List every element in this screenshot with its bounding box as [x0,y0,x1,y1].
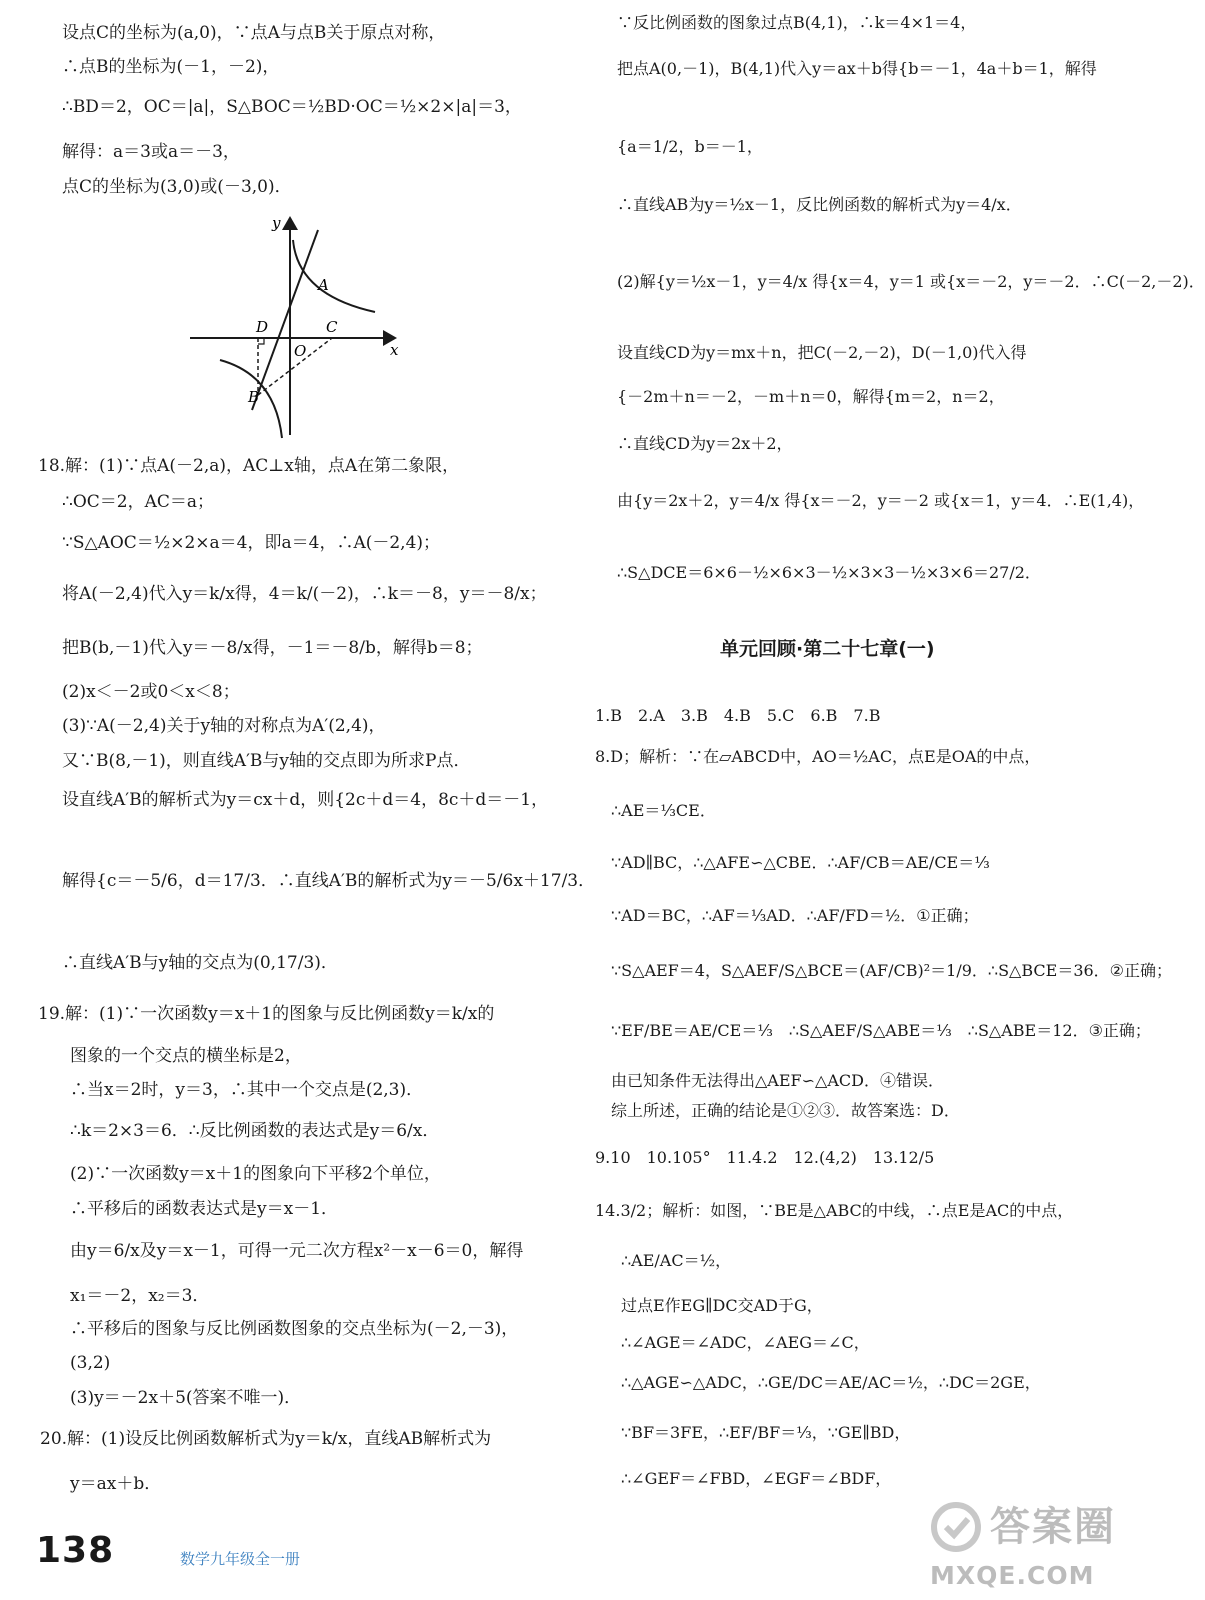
text-line: 19.解：(1)∵一次函数y＝x＋1的图象与反比例函数y＝k/x的 [38,1004,495,1024]
text-line: 将A(－2,4)代入y＝k/x得，4＝k/(－2)，∴k＝－8，y＝－8/x； [62,584,547,604]
text-line: 图象的一个交点的横坐标是2， [70,1046,302,1066]
text-line: x₁＝－2，x₂＝3． [70,1286,210,1306]
y-axis-label: y [272,214,281,232]
text-line: (3,2) [70,1353,111,1373]
text-line: ∴AE＝⅓CE． [611,801,716,820]
text-line: ∴△AGE∽△ADC，∴GE/DC＝AE/AC＝½，∴DC＝2GE， [621,1373,1041,1392]
text-line: (3)y＝－2x＋5(答案不唯一)． [70,1388,302,1408]
text-line: ∵BF＝3FE，∴EF/BF＝⅓，∵GE∥BD， [621,1423,911,1442]
text-line: 由{y＝2x＋2，y＝4/x 得{x＝－2，y＝－2 或{x＝1，y＝4．∴E(1,4)， [617,491,1145,510]
section-title: 单元回顾·第二十七章(一) [720,638,935,660]
text-line: (2)解{y＝½x－1，y＝4/x 得{x＝4，y＝1 或{x＝－2，y＝－2．∴C(－2,－2)． [617,272,1205,291]
text-line: 8.D；解析：∵在▱ABCD中，AO＝½AC，点E是OA的中点， [595,747,1041,766]
answer-line: 1.B 2.A 3.B 4.B 5.C 6.B 7.B [595,706,881,725]
text-line: ∴直线CD为y＝2x＋2， [617,434,793,453]
hyperbola-figure [190,210,405,440]
text-line: 点C的坐标为(3,0)或(－3,0)． [62,177,292,197]
text-line: ∵EF/BE＝AE/CE＝⅓ ∴S△AEF/S△ABE＝⅓ ∴S△ABE＝12．③正确； [611,1021,1151,1040]
watermark-url: MXQE.COM [930,1561,1095,1590]
text-line: y＝ax＋b． [70,1474,162,1494]
watermark-logo [930,1495,1135,1595]
text-line: 14.3/2；解析：如图，∵BE是△ABC的中线，∴点E是AC的中点， [595,1201,1074,1220]
text-line: 18.解：(1)∵点A(－2,a)，AC⊥x轴，点A在第二象限， [38,456,460,476]
text-line: ∴BD＝2，OC＝|a|，S△BOC＝½BD·OC＝½×2×|a|＝3， [62,97,522,117]
text-line: ∴OC＝2，AC＝a； [62,492,214,512]
text-line: {－2m＋n＝－2，－m＋n＝0，解得{m＝2，n＝2， [617,387,1005,406]
point-a-label: A [318,276,329,294]
text-line: ∴AE/AC＝½， [621,1251,732,1270]
watermark-text: 答案圈 [990,1504,1116,1550]
text-line: ∵AD∥BC，∴△AFE∽△CBE．∴AF/CB＝AE/CE＝⅓ [611,853,990,872]
book-title: 数学九年级全一册 [180,1550,301,1568]
point-c-label: C [326,318,338,336]
text-line: ∵S△AOC＝½×2×a＝4，即a＝4，∴A(－2,4)； [62,533,441,553]
text-line: 设点C的坐标为(a,0)，∵点A与点B关于原点对称， [62,23,446,43]
text-line: ∴S△DCE＝6×6－½×6×3－½×3×3－½×3×6＝27/2． [617,563,1041,582]
text-line: ∴点B的坐标为(－1，－2)， [62,57,280,77]
text-line: 解得{c＝－5/6，d＝17/3．∴直线A′B的解析式为y＝－5/6x＋17/3． [62,871,596,891]
point-b-label: B [248,388,260,406]
text-line: (2)x＜－2或0＜x＜8； [62,682,240,702]
text-line: 综上所述，正确的结论是①②③．故答案选：D． [611,1101,960,1120]
page-number: 138 [36,1530,115,1571]
text-line: ∴当x＝2时，y＝3，∴其中一个交点是(2,3)． [70,1080,424,1100]
text-line: 过点E作EG∥DC交AD于G， [621,1296,823,1315]
text-line: ∴直线A′B与y轴的交点为(0,17/3)． [62,953,338,973]
text-line: ∵S△AEF＝4，S△AEF/S△BCE＝(AF/CB)²＝1/9．∴S△BCE＝36．②正确； [611,961,1173,980]
text-line: ∴∠GEF＝∠FBD，∠EGF＝∠BDF， [621,1469,892,1488]
text-line: 解得：a＝3或a＝－3， [62,142,240,162]
text-line: ∴k＝2×3＝6．∴反比例函数的表达式是y＝6/x． [70,1121,440,1141]
hyperbola-branch-upper [293,240,375,312]
text-line: ∴平移后的函数表达式是y＝x－1． [70,1199,339,1219]
text-line: (3)∵A(－2,4)关于y轴的对称点为A′(2,4)， [62,716,386,736]
text-line: (2)∵一次函数y＝x＋1的图象向下平移2个单位， [70,1164,441,1184]
origin-label: O [294,342,307,360]
text-line: 又∵B(8,－1)，则直线A′B与y轴的交点即为所求P点． [62,751,471,771]
text-line: ∴∠AGE＝∠ADC，∠AEG＝∠C， [621,1333,870,1352]
x-axis-label: x [390,341,399,359]
text-line: ∴直线AB为y＝½x－1，反比例函数的解析式为y＝4/x． [617,195,1022,214]
text-line: 把B(b,－1)代入y＝－8/x得，－1＝－8/b，解得b＝8； [62,638,483,658]
text-line: {a＝1/2，b＝－1， [617,137,763,156]
text-line: ∴平移后的图象与反比例函数图象的交点坐标为(－2,－3)， [70,1319,519,1339]
text-line: 设直线CD为y＝mx＋n，把C(－2,－2)，D(－1,0)代入得 [617,343,1027,362]
text-line: ∵AD＝BC，∴AF＝⅓AD．∴AF/FD＝½．①正确； [611,906,979,925]
text-line: ∵反比例函数的图象过点B(4,1)，∴k＝4×1＝4， [617,13,977,32]
text-line: 由已知条件无法得出△AEF∽△ACD．④错误． [611,1071,944,1090]
text-line: 20.解：(1)设反比例函数解析式为y＝k/x，直线AB解析式为 [40,1429,492,1449]
watermark-icon [930,1499,982,1557]
answer-line: 9.10 10.105° 11.4.2 12.(4,2) 13.12/5 [595,1148,935,1167]
point-d-label: D [256,318,269,336]
text-line: 设直线A′B的解析式为y＝cx＋d，则{2c＋d＝4，8c＋d＝－1， [62,790,549,810]
text-line: 把点A(0,－1)，B(4,1)代入y＝ax＋b得{b＝－1，4a＋b＝1，解得 [617,59,1097,78]
text-line: 由y＝6/x及y＝x－1，可得一元二次方程x²－x－6＝0，解得 [70,1241,524,1261]
